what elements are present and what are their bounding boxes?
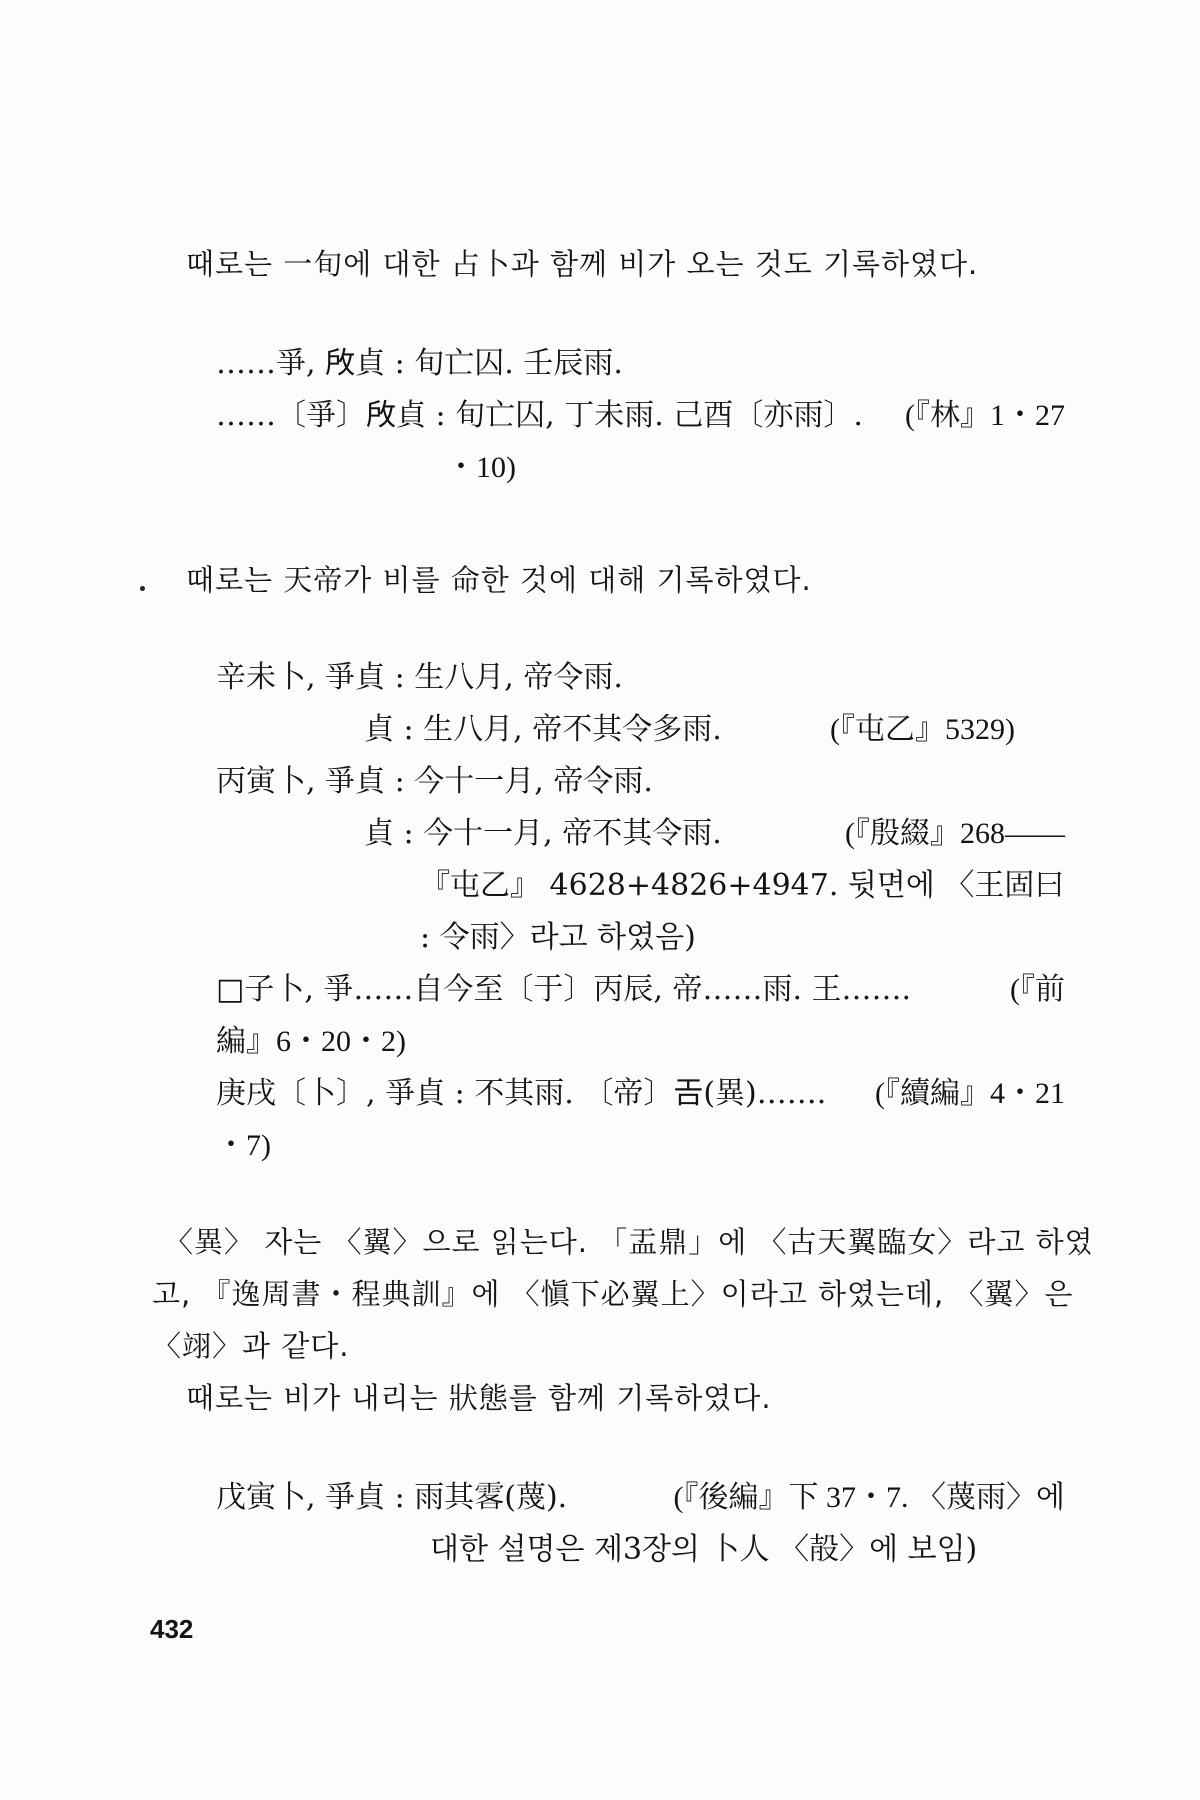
paragraph-2: 때로는 天帝가 비를 命한 것에 대해 기록하였다. (186, 563, 812, 597)
paragraph-3-line: 〈異〉 자는 〈翼〉으로 읽는다. 「盂鼎」에 〈古天翼臨女〉라고 하였 (164, 1225, 1094, 1259)
citation-continued: 編』6・20・2) (216, 1025, 406, 1058)
inscription-line: ……爭, 𢼄貞 : 旬亡囚. 壬辰雨. (216, 346, 623, 381)
citation: (『林』1・27 (905, 399, 1065, 432)
citation-continued: ・7) (216, 1129, 271, 1162)
inscription-line: 戊寅卜, 爭貞 : 雨其𩂣(蔑). (216, 1480, 568, 1515)
paragraph-3-line: 〈翊〉과 같다. (152, 1329, 350, 1363)
citation-continued: 대한 설명은 제3장의 卜人 〈㱿〉에 보임) (430, 1532, 978, 1567)
inscription-line: 辛未卜, 爭貞 : 生八月, 帝令雨. (216, 660, 623, 695)
citation: (『屯乙』5329) (830, 713, 1015, 746)
inscription-line: 貞 : 生八月, 帝不其令多雨. (364, 712, 722, 747)
citation: (『前 (1010, 973, 1065, 1006)
inscription-line: : 令雨〉라고 하였음) (420, 920, 696, 955)
citation-continued: ・10) (446, 451, 516, 484)
citation: (『續編』4・21 (875, 1077, 1065, 1110)
inscription-line: 庚戌〔卜〕, 爭貞 : 不其雨. 〔帝〕𢀛(異)……. (216, 1076, 827, 1111)
inscription-line: 貞 : 今十一月, 帝不其令雨. (364, 816, 722, 851)
citation: (『殷綴』268—— (845, 817, 1065, 850)
page-number: 432 (150, 1614, 194, 1644)
bullet-mark (140, 586, 145, 591)
paragraph-3-line: 고, 『逸周書・程典訓』에 〈愼下必翼上〉이라고 하였는데, 〈翼〉은 (152, 1277, 1074, 1311)
citation: (『後編』下 37・7. 〈蔑雨〉에 (673, 1481, 1065, 1514)
inscription-line: 『屯乙』 4628+4826+4947. 뒷면에 〈王固曰 (420, 868, 1065, 903)
inscription-line: 丙寅卜, 爭貞 : 今十一月, 帝令雨. (216, 764, 653, 799)
inscription-line: □子卜, 爭……自今至〔于〕丙辰, 帝……雨. 王……. (216, 972, 912, 1007)
paragraph-4: 때로는 비가 내리는 狀態를 함께 기록하였다. (186, 1381, 772, 1415)
inscription-line: ……〔爭〕𢼄貞 : 旬亡囚, 丁未雨. 己酉〔亦雨〕. (216, 398, 863, 433)
paragraph-1: 때로는 一旬에 대한 占卜과 함께 비가 오는 것도 기록하였다. (186, 247, 979, 281)
